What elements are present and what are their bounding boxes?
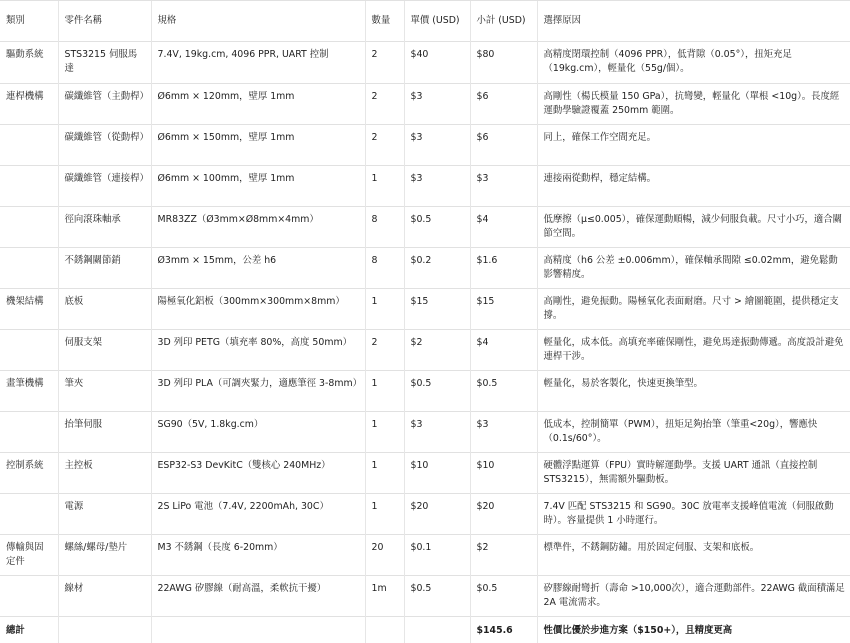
cell-spec: Ø6mm × 100mm，壁厚 1mm: [151, 166, 365, 207]
cell-reason: 輕量化，成本低。高填充率確保剛性，避免馬達振動傳遞。高度設計避免連桿干涉。: [537, 330, 850, 371]
cell-spec: 3D 列印 PETG（填充率 80%，高度 50mm）: [151, 330, 365, 371]
cell-part: 不銹鋼關節銷: [58, 248, 151, 289]
cell-subtotal: $6: [470, 84, 537, 125]
cell-unit-price: $0.1: [404, 535, 470, 576]
cell-category: 驅動系統: [0, 42, 58, 84]
cell-spec: 22AWG 矽膠線（耐高溫，柔軟抗干擾）: [151, 576, 365, 617]
cell-category: [0, 330, 58, 371]
cell-subtotal: $3: [470, 166, 537, 207]
cell-qty: 1: [365, 166, 404, 207]
cell-reason: 硬體浮點運算（FPU）實時解運動學。支援 UART 通訊（直接控制 STS3215），無需額外驅動板。: [537, 453, 850, 494]
cell-unit-price: $10: [404, 453, 470, 494]
cell-reason: 低摩擦（μ≤0.005），確保運動順暢，減少伺服負載。尺寸小巧，適合關節空間。: [537, 207, 850, 248]
total-row: [0, 617, 850, 643]
cell-qty: 2: [365, 125, 404, 166]
cell-qty: 8: [365, 248, 404, 289]
cell-reason: 低成本，控制簡單（PWM），扭矩足夠抬筆（筆重<20g），響應快（0.1s/60°）。: [537, 412, 850, 453]
cell-spec: 陽極氧化鋁板（300mm×300mm×8mm）: [151, 289, 365, 330]
cell-part: STS3215 伺服馬達: [58, 42, 151, 84]
cell-spec: 7.4V, 19kg.cm, 4096 PPR, UART 控制: [151, 42, 365, 84]
cell-qty: 1: [365, 494, 404, 535]
cell-qty: 2: [365, 330, 404, 371]
cell-category: 控制系統: [0, 453, 58, 494]
cell-part: 伺服支架: [58, 330, 151, 371]
table-row: [0, 494, 850, 535]
total-reason: 性價比優於步進方案（$150+），且精度更高: [537, 617, 850, 643]
table-row: [0, 371, 850, 412]
cell-qty: 20: [365, 535, 404, 576]
table-row: [0, 42, 850, 84]
cell-spec: 2S LiPo 電池（7.4V, 2200mAh, 30C）: [151, 494, 365, 535]
cell-subtotal: $2: [470, 535, 537, 576]
empty-cell: [58, 617, 151, 643]
cell-qty: 2: [365, 42, 404, 84]
cell-category: [0, 576, 58, 617]
table-row: [0, 576, 850, 617]
cell-part: 電源: [58, 494, 151, 535]
cell-qty: 2: [365, 84, 404, 125]
cell-spec: ESP32-S3 DevKitC（雙核心 240MHz）: [151, 453, 365, 494]
cell-unit-price: $0.5: [404, 576, 470, 617]
column-header-reason: 選擇原因: [537, 1, 850, 42]
cell-category: [0, 166, 58, 207]
cell-unit-price: $3: [404, 84, 470, 125]
cell-qty: 1: [365, 453, 404, 494]
table-body: [0, 42, 850, 643]
empty-cell: [365, 617, 404, 643]
cell-unit-price: $0.2: [404, 248, 470, 289]
cell-unit-price: $0.5: [404, 371, 470, 412]
cell-spec: MR83ZZ（Ø3mm×Ø8mm×4mm）: [151, 207, 365, 248]
cell-part: 碳纖維管（主動桿）: [58, 84, 151, 125]
column-header-subtotal: 小計 (USD): [470, 1, 537, 42]
cell-qty: 1: [365, 412, 404, 453]
cell-subtotal: $0.5: [470, 576, 537, 617]
cell-subtotal: $3: [470, 412, 537, 453]
cell-reason: 同上，確保工作空間充足。: [537, 125, 850, 166]
cell-category: 畫筆機構: [0, 371, 58, 412]
cell-spec: M3 不銹鋼（長度 6-20mm）: [151, 535, 365, 576]
cell-reason: 7.4V 匹配 STS3215 和 SG90。30C 放電率支援峰值電流（伺服啟動時）。容量提供 1 小時運行。: [537, 494, 850, 535]
cell-subtotal: $0.5: [470, 371, 537, 412]
cell-spec: Ø3mm × 15mm，公差 h6: [151, 248, 365, 289]
cell-subtotal: $15: [470, 289, 537, 330]
table-row: [0, 84, 850, 125]
table-row: [0, 412, 850, 453]
cell-category: [0, 125, 58, 166]
cell-part: 主控板: [58, 453, 151, 494]
cell-reason: 高剛性（楊氏模量 150 GPa），抗彎變，輕量化（單根 <10g）。長度經運動學驗證覆蓋 250mm 範圍。: [537, 84, 850, 125]
cell-qty: 8: [365, 207, 404, 248]
cell-category: [0, 248, 58, 289]
cell-spec: Ø6mm × 150mm，壁厚 1mm: [151, 125, 365, 166]
cell-reason: 連接兩從動桿，穩定結構。: [537, 166, 850, 207]
cell-category: [0, 494, 58, 535]
empty-cell: [404, 617, 470, 643]
cell-reason: 輕量化，易於客製化，快速更換筆型。: [537, 371, 850, 412]
cell-category: [0, 207, 58, 248]
table-header: [0, 1, 850, 42]
total-label: 總計: [0, 617, 58, 643]
cell-reason: 高精度閉環控制（4096 PPR），低背隙（0.05°），扭矩充足（19kg.cm），輕量化（55g/個）。: [537, 42, 850, 84]
cell-category: [0, 412, 58, 453]
table-row: [0, 207, 850, 248]
cell-unit-price: $20: [404, 494, 470, 535]
cell-subtotal: $4: [470, 207, 537, 248]
cell-part: 抬筆伺服: [58, 412, 151, 453]
cell-subtotal: $4: [470, 330, 537, 371]
column-header-spec: 規格: [151, 1, 365, 42]
cell-unit-price: $0.5: [404, 207, 470, 248]
cell-unit-price: $3: [404, 166, 470, 207]
table-row: [0, 125, 850, 166]
cell-part: 碳纖維管（從動桿）: [58, 125, 151, 166]
table-row: [0, 289, 850, 330]
table-row: [0, 248, 850, 289]
cell-part: 螺絲/螺母/墊片: [58, 535, 151, 576]
cell-spec: SG90（5V, 1.8kg.cm）: [151, 412, 365, 453]
cell-unit-price: $3: [404, 125, 470, 166]
column-header-qty: 數量: [365, 1, 404, 42]
cell-subtotal: $80: [470, 42, 537, 84]
cell-part: 徑向滾珠軸承: [58, 207, 151, 248]
cell-part: 線材: [58, 576, 151, 617]
cell-unit-price: $2: [404, 330, 470, 371]
table-row: [0, 535, 850, 576]
cell-reason: 高精度（h6 公差 ±0.006mm），確保軸承間隙 ≤0.02mm，避免鬆動影響精度。: [537, 248, 850, 289]
header-row: [0, 1, 850, 42]
cell-spec: Ø6mm × 120mm，壁厚 1mm: [151, 84, 365, 125]
cell-part: 碳纖維管（連接桿）: [58, 166, 151, 207]
table-row: [0, 330, 850, 371]
total-amount: $145.6: [470, 617, 537, 643]
cell-spec: 3D 列印 PLA（可調夾緊力，適應筆徑 3-8mm）: [151, 371, 365, 412]
cell-reason: 標準件，不銹鋼防鏽。用於固定伺服、支架和底板。: [537, 535, 850, 576]
column-header-unit-price: 單價 (USD): [404, 1, 470, 42]
cell-qty: 1m: [365, 576, 404, 617]
cell-unit-price: $40: [404, 42, 470, 84]
cell-part: 底板: [58, 289, 151, 330]
cell-subtotal: $20: [470, 494, 537, 535]
cell-category: 傳輸與固定件: [0, 535, 58, 576]
cell-subtotal: $6: [470, 125, 537, 166]
table-row: [0, 453, 850, 494]
cell-category: 連桿機構: [0, 84, 58, 125]
cell-unit-price: $3: [404, 412, 470, 453]
table-row: [0, 166, 850, 207]
cell-subtotal: $1.6: [470, 248, 537, 289]
empty-cell: [151, 617, 365, 643]
cell-unit-price: $15: [404, 289, 470, 330]
cell-reason: 高剛性，避免振動。陽極氧化表面耐磨。尺寸 > 繪圖範圍，提供穩定支撐。: [537, 289, 850, 330]
cell-part: 筆夾: [58, 371, 151, 412]
cell-qty: 1: [365, 289, 404, 330]
cell-qty: 1: [365, 371, 404, 412]
cell-subtotal: $10: [470, 453, 537, 494]
column-header-category: 類別: [0, 1, 58, 42]
cell-reason: 矽膠線耐彎折（壽命 >10,000次），適合運動部件。22AWG 截面積滿足 2A 電流需求。: [537, 576, 850, 617]
cell-category: 機架結構: [0, 289, 58, 330]
column-header-part: 零件名稱: [58, 1, 151, 42]
